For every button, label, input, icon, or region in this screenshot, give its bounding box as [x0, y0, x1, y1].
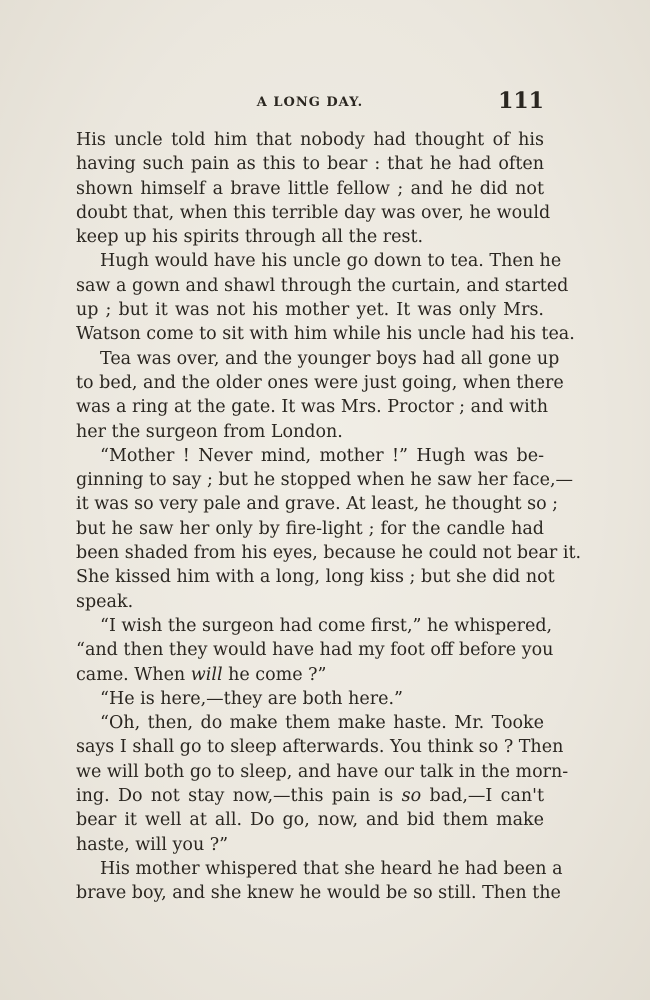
text-line: shown himself a brave little fellow ; and he did not — [76, 178, 544, 199]
text-line: her the surgeon from London. — [76, 421, 343, 442]
body-text — [76, 128, 582, 906]
text-line: “He is here,—they are both here.” — [100, 688, 403, 709]
text-line: Hugh would have his uncle go down to tea. Then he — [100, 251, 562, 272]
text-line: haste, will you ?” — [76, 834, 229, 855]
text-line: to bed, and the older ones were just going, when there — [76, 372, 564, 393]
text-line: Tea was over, and the younger boys had all gone up — [100, 348, 560, 369]
text-line: ginning to say ; but he stopped when he saw her face,— — [76, 470, 574, 491]
text-line: keep up his spirits through all the rest. — [76, 227, 424, 248]
text-line: brave boy, and she knew he would be so still. Then the — [76, 883, 561, 904]
text-line: been shaded from his eyes, because he could not bear it. — [76, 543, 582, 564]
text-line: Watson come to sit with him while his uncle had his tea. — [76, 324, 575, 345]
text-line: it was so very pale and grave. At least, he thought so ; — [76, 494, 559, 515]
text-line: came. When will he come ?” — [76, 664, 327, 685]
text-line: saw a gown and shawl through the curtain, and started — [76, 275, 569, 296]
text-line: She kissed him with a long, long kiss ; but she did not — [76, 567, 555, 588]
text-line: His uncle told him that nobody had thought of his — [76, 130, 544, 150]
text-line: doubt that, when this terrible day was over, he would — [76, 202, 551, 223]
text-line: “Mother ! Never mind, mother !” Hugh was be- — [100, 445, 544, 466]
text-line: bear it well at all. Do go, now, and bid them make — [76, 810, 544, 831]
text-line: “Oh, then, do make them make haste. Mr. Tooke — [100, 713, 544, 734]
text-line: ing. Do not stay now,—this pain is so bad,—I can't — [76, 786, 544, 807]
text-line: speak. — [76, 591, 134, 612]
text-line: “I wish the surgeon had come first,” he whispered, — [100, 615, 553, 636]
text-line: up ; but it was not his mother yet. It was only Mrs. — [76, 300, 544, 321]
text-line: His mother whispered that she heard he had been a — [100, 858, 563, 879]
text-line: says I shall go to sleep afterwards. You think so ? Then — [76, 737, 564, 758]
text-line: we will both go to sleep, and have our talk in the morn- — [76, 761, 569, 782]
page-header — [76, 88, 544, 118]
text-line: having such pain as this to bear : that he had often — [76, 154, 544, 175]
text-line: “and then they would have had my foot off before you — [76, 640, 554, 661]
text-line: but he saw her only by fire-light ; for the candle had — [76, 518, 544, 539]
page-number: 111 — [498, 88, 544, 114]
text-line: was a ring at the gate. It was Mrs. Proctor ; and with — [76, 397, 548, 418]
running-head: A LONG DAY. — [256, 95, 364, 110]
